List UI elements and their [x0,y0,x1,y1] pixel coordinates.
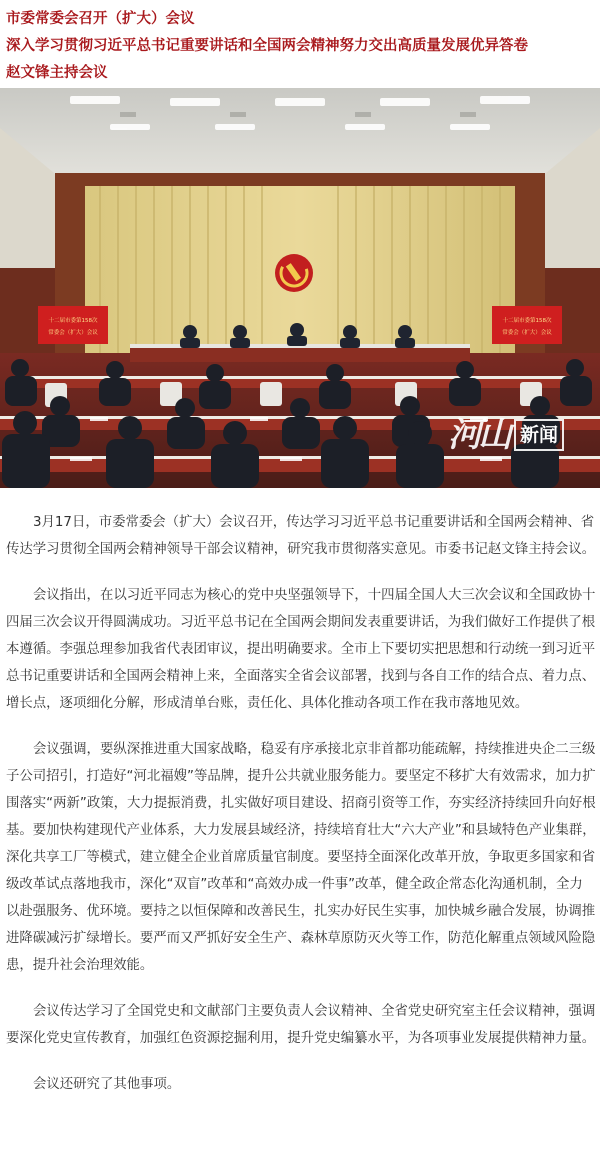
paragraph: 3月17日，市委常委会（扩大）会议召开，传达学习习近平总书记重要讲话和全国两会精神、省传达学习贯彻全国两会精神领导干部会议精神，研究我市贯彻落实意见。市委书记赵文锋主持会议。 [6,515,596,557]
banner-left [38,306,108,344]
paragraph: 会议还研究了其他事项。 [33,1077,181,1092]
banner-right [492,306,562,344]
watermark-script: 河山 [447,415,508,455]
article-body [6,509,596,1117]
meeting-photo [0,88,600,488]
subtitle: 深入学习贯彻习近平总书记重要讲话和全国两会精神努力交出高质量发展优异答卷 [6,38,528,54]
main-title: 市委常委会召开（扩大）会议 [6,11,195,27]
svg-text:常委会（扩大）会议: 常委会（扩大）会议 [502,330,552,336]
svg-text:十二届市委第158次: 十二届市委第158次 [48,318,98,324]
paragraph: 会议强调，要纵深推进重大国家战略，稳妥有序承接北京非首都功能疏解，持续推进央企二三级子公司招引，打造好“河北福嫂”等品牌，提升公共就业服务能力。要坚定不移扩大有效需求，加力扩围落实“两新”政策，大力提振消费，扎实做好项目建设、招商引资等工作，夯实经济持续回升向好根基。要加快构建现代产业体系，大力发展县域经济，持续培育壮大“六大产业”和县域特色产业集群，深化共享工厂等模式，建立健全企业首席质量官制度。要坚持全面深化改革开放，争取更多国家和省级改革试点落地我市，深化“双盲”改革和“高效办成一件事”改革，健全政企常态化沟通机制，全力以赴强服务、优环境。要持之以恒保障和改善民生，扎实办好民生实事，加快城乡融合发展，协调推进降碳减污扩绿增长。要严而又严抓好安全生产、森林草原防灭火等工作，防范化解重点领域风险隐患，提升社会治理效能。 [6,742,596,973]
paragraph: 会议指出，在以习近平同志为核心的党中央坚强领导下，十四届全国人大三次会议和全国政协十四届三次会议开得圆满成功。习近平总书记在全国两会期间发表重要讲话，为我们做好工作提供了根本遵循。李强总理参加我省代表团审议，提出明确要求。全市上下要切实把思想和行动统一到习近平总书记重要讲话和全国两会精神上来，全面落实全省会议部署，找到与各自工作的结合点、着力点、增长点，逐项细化分解，形成清单台账，责任化、具体化推动各项工作在我市落地见效。 [6,588,596,711]
svg-text:十二届市委第158次: 十二届市委第158次 [502,318,552,324]
news-watermark [447,415,564,455]
svg-text:常委会（扩大）会议: 常委会（扩大）会议 [48,330,98,336]
headline-block [6,6,596,87]
watermark-news-box: 新闻 [514,419,564,451]
paragraph: 会议传达学习了全国党史和文献部门主要负责人会议精神、全省党史研究室主任会议精神，强调要深化党史宣传教育，加强红色资源挖掘利用，提升党史编纂水平，为各项事业发展提供精神力量。 [6,1004,596,1046]
party-emblem [275,254,313,292]
chair-line: 赵文锋主持会议 [6,65,108,81]
